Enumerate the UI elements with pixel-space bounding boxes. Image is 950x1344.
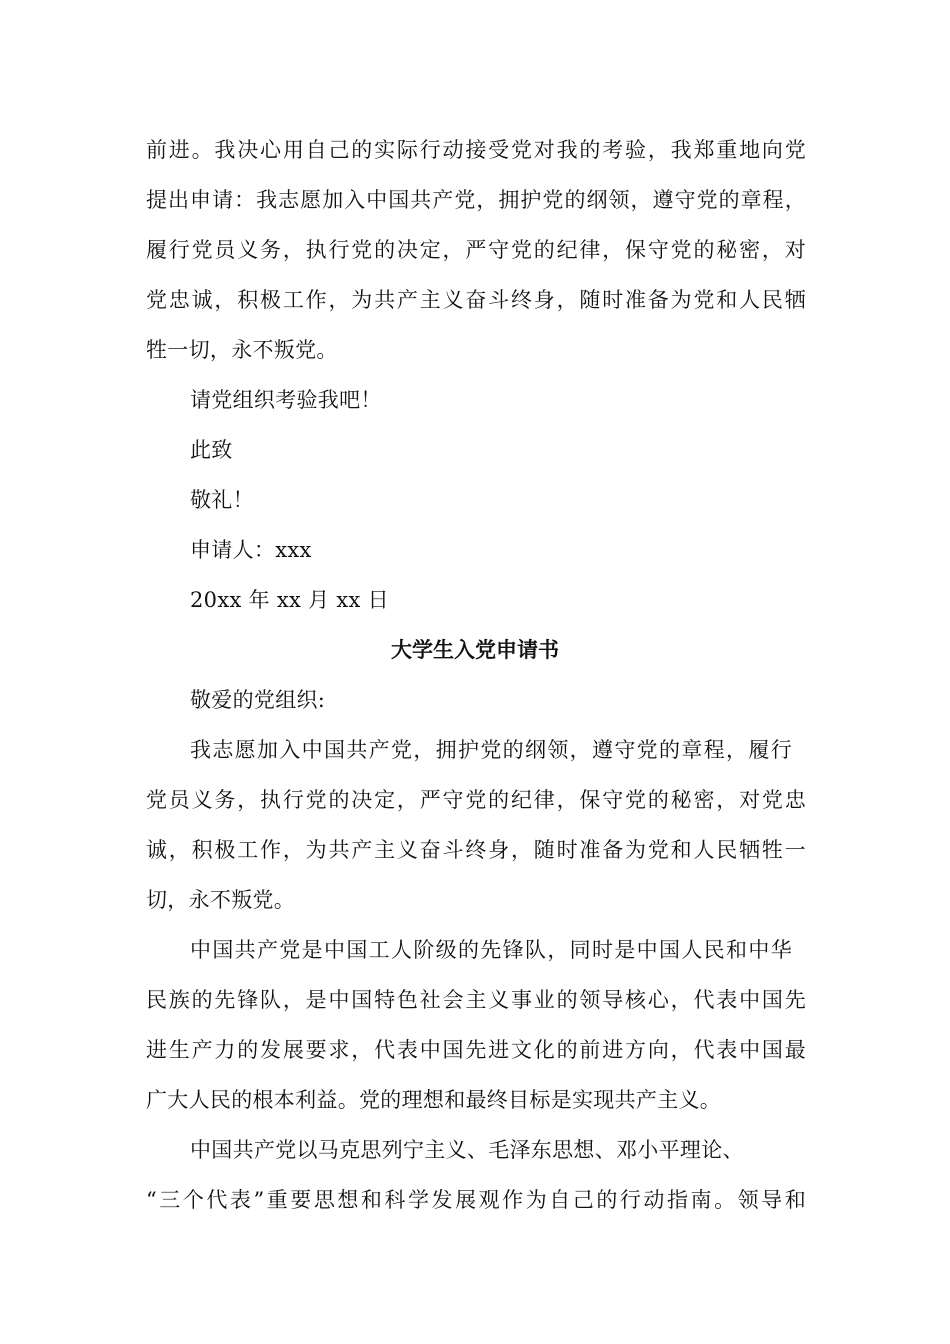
body-line: 前进。我决心用自己的实际行动接受党对我的考验，我郑重地向党 <box>146 138 806 162</box>
body-line: 提出申请：我志愿加入中国共产党，拥护党的纲领，遵守党的章程， <box>146 188 806 212</box>
body-line: 党员义务，执行党的决定，严守党的纪律，保守党的秘密，对党忠 <box>146 788 806 812</box>
letter-greeting: 敬爱的党组织: <box>190 688 326 712</box>
body-line: 切，永不叛党。 <box>146 888 296 912</box>
body-line: 我志愿加入中国共产党，拥护党的纲领，遵守党的章程，履行 <box>190 738 792 762</box>
body-line: 诚，积极工作，为共产主义奋斗终身，随时准备为党和人民牺牲一 <box>146 838 806 862</box>
body-line: 中国共产党以马克思列宁主义、毛泽东思想、邓小平理论、 <box>190 1138 744 1162</box>
body-line: “三个代表”重要思想和科学发展观作为自己的行动指南。领导和 <box>146 1188 806 1212</box>
body-line: 牲一切，永不叛党。 <box>146 338 338 362</box>
body-line: 进生产力的发展要求，代表中国先进文化的前进方向，代表中国最 <box>146 1038 806 1062</box>
letter-title: 大学生入党申请书 <box>391 637 559 662</box>
body-line: 广大人民的根本利益。党的理想和最终目标是实现共产主义。 <box>146 1088 722 1112</box>
body-line: 党忠诚，积极工作，为共产主义奋斗终身，随时准备为党和人民牺 <box>146 288 806 312</box>
closing-request: 请党组织考验我吧！ <box>190 388 382 412</box>
body-line: 履行党员义务，执行党的决定，严守党的纪律，保守党的秘密，对 <box>146 238 806 262</box>
salutation-line: 敬礼！ <box>190 488 254 512</box>
body-line: 民族的先锋队，是中国特色社会主义事业的领导核心，代表中国先 <box>146 988 806 1012</box>
applicant-signature: 申请人：xxx <box>190 538 312 562</box>
body-line: 中国共产党是中国工人阶级的先锋队，同时是中国人民和中华 <box>190 938 792 962</box>
salutation-line: 此致 <box>190 438 233 462</box>
date-line: 20xx 年 xx 月 xx 日 <box>190 588 389 612</box>
